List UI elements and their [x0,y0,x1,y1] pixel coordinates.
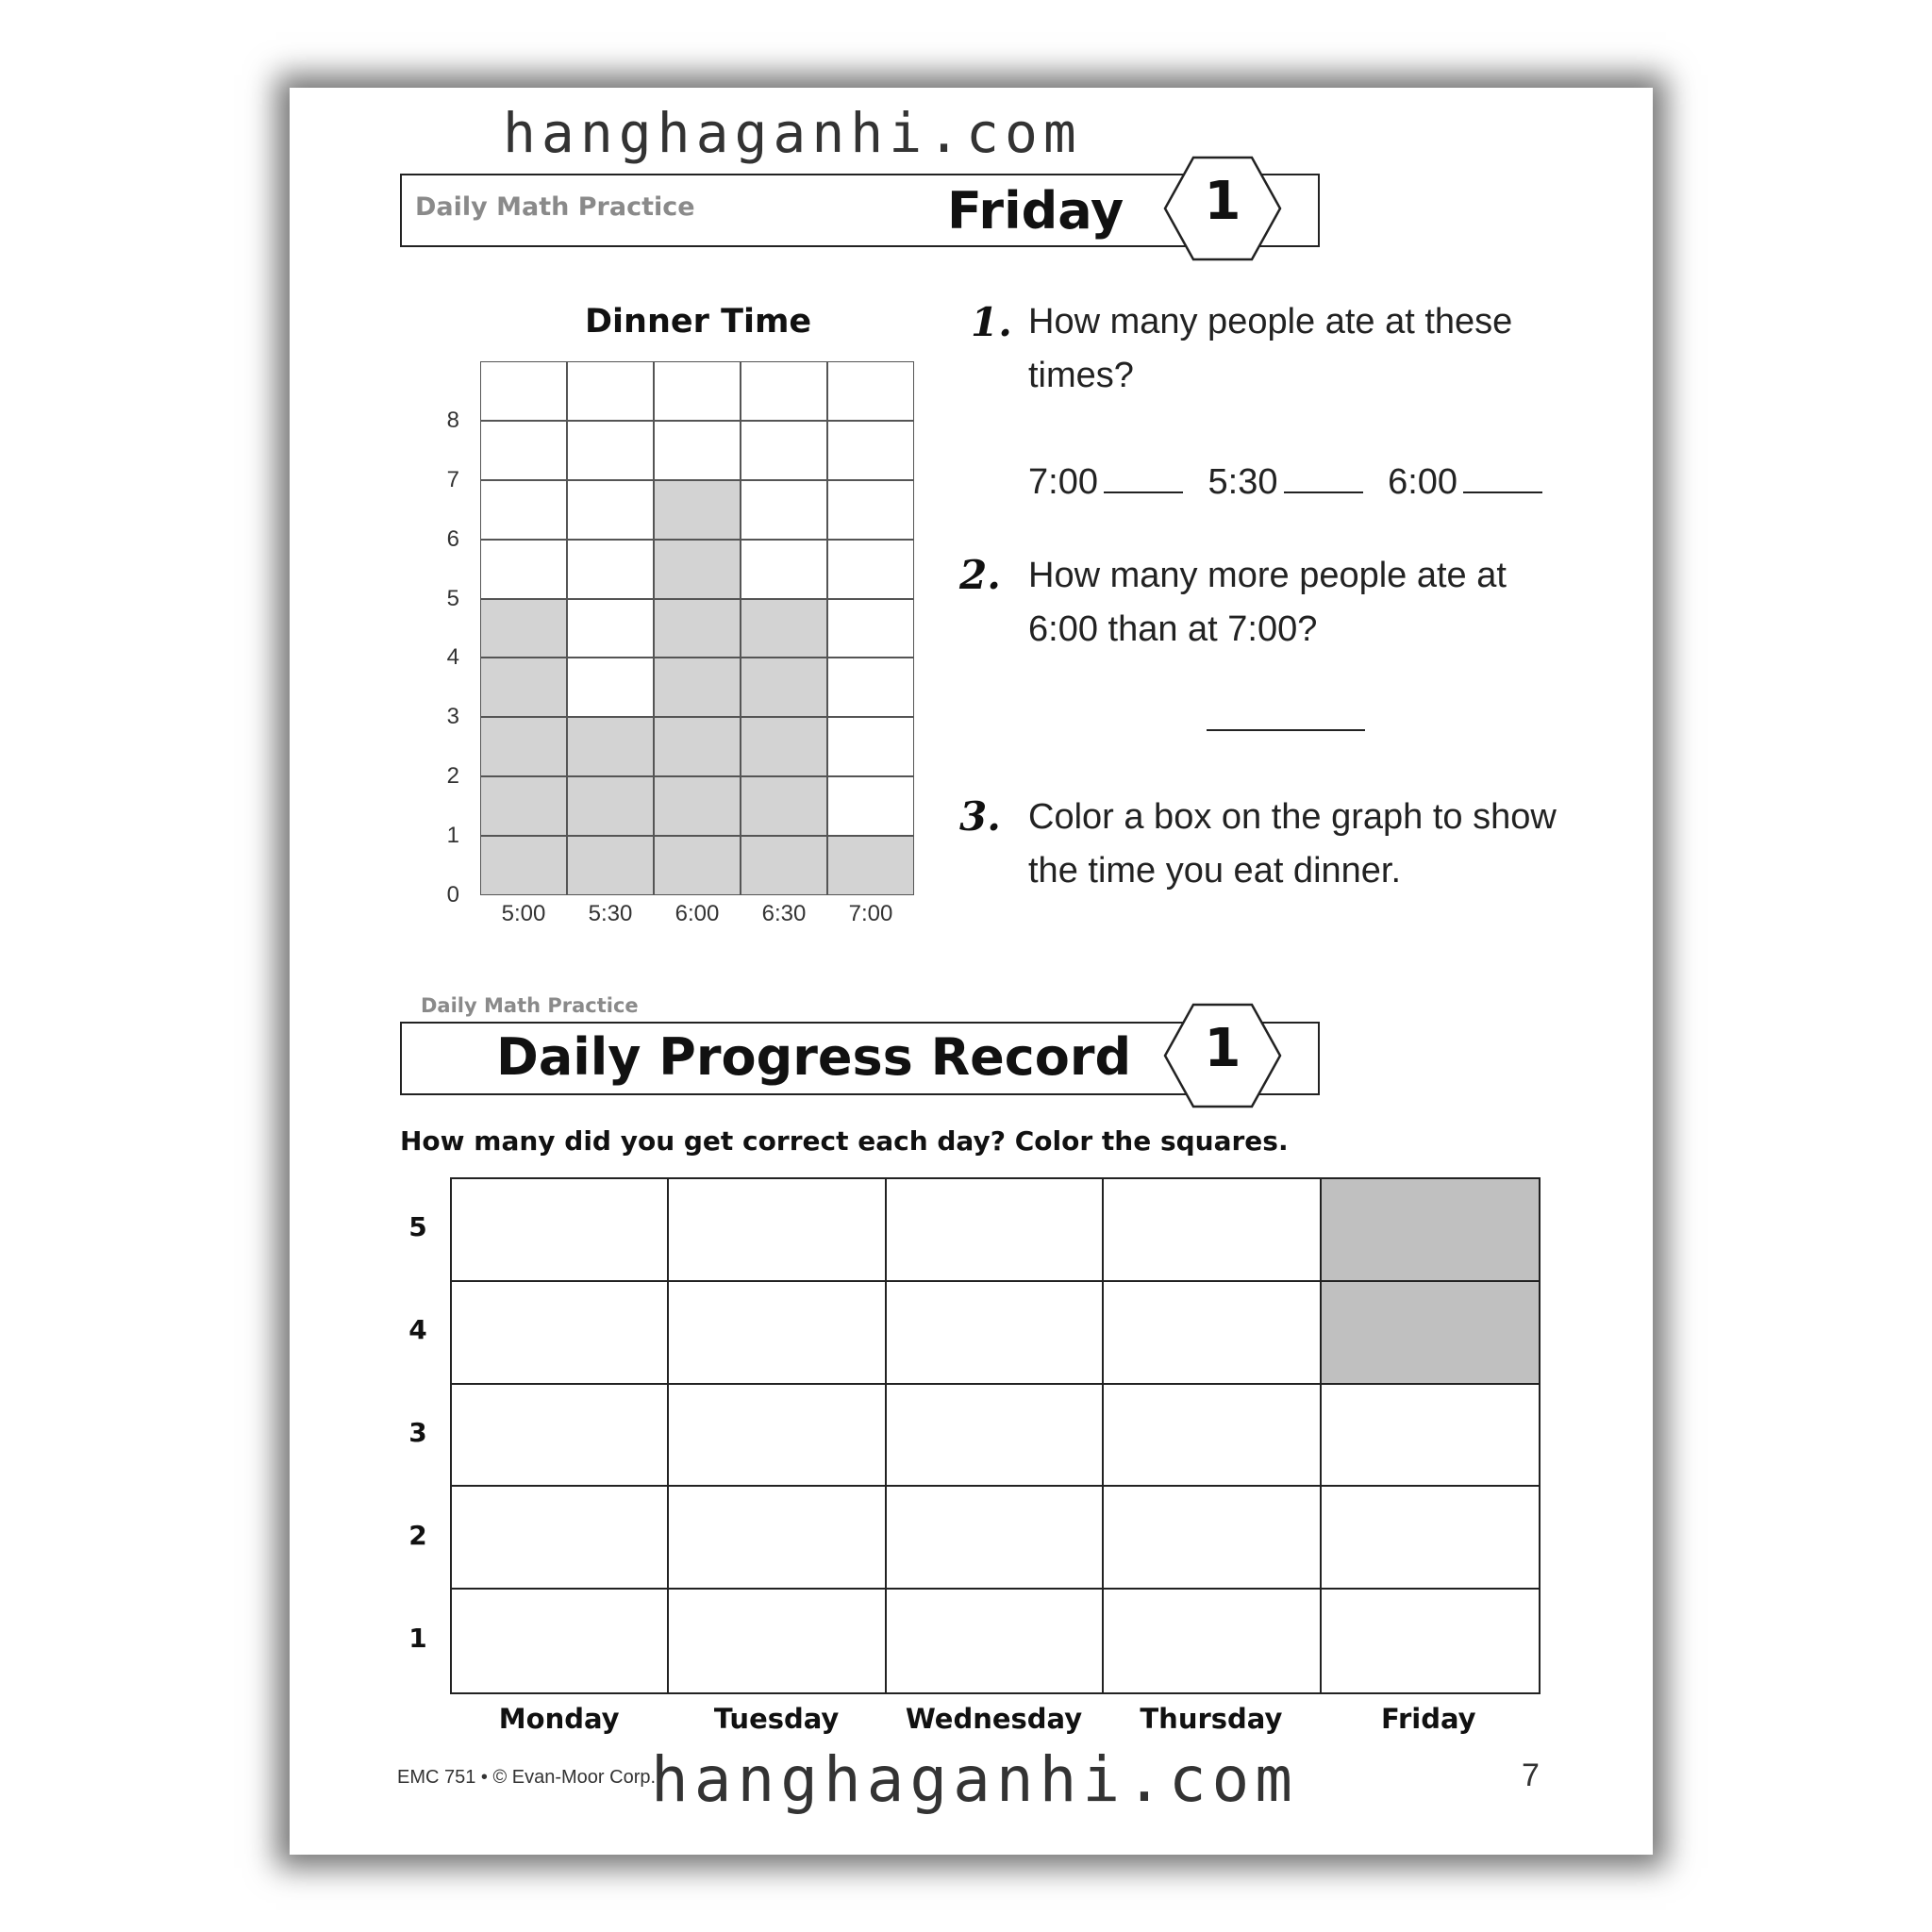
x-tick-label: 6:30 [761,901,807,926]
progress-row-labels [404,1177,441,1694]
progress-day-label: Tuesday [713,1703,840,1735]
progress-title: Daily Progress Record [496,1027,1132,1087]
y-tick-label: 1 [446,823,459,849]
chart-cell[interactable] [567,421,654,480]
chart-cell[interactable] [654,421,741,480]
progress-cell[interactable] [1322,1282,1539,1385]
progress-cell[interactable] [887,1179,1104,1282]
progress-cell[interactable] [669,1385,886,1488]
chart-cell[interactable] [741,658,827,717]
answer-label-530: 5:30 [1208,462,1278,502]
progress-day-label: Friday [1381,1703,1476,1735]
chart-cell[interactable] [480,717,567,776]
chart-cell[interactable] [567,836,654,895]
question-3-text [1028,791,1557,898]
chart-cell[interactable] [480,658,567,717]
chart-cell[interactable] [654,776,741,836]
question-1-answers [1028,456,1548,509]
chart-cell[interactable] [480,836,567,895]
chart-cell[interactable] [827,421,914,480]
progress-cell[interactable] [1104,1282,1321,1385]
chart-cell[interactable] [654,836,741,895]
chart-cell[interactable] [741,480,827,540]
question-1-number: 1. [971,299,1012,345]
progress-cell[interactable] [887,1282,1104,1385]
progress-row-label: 3 [408,1417,427,1448]
y-tick-label: 8 [446,407,459,433]
chart-cell[interactable] [480,361,567,421]
answer-blank-530[interactable] [1284,491,1363,493]
progress-cell[interactable] [669,1590,886,1692]
week-hexagon [1163,156,1282,261]
progress-cell[interactable] [452,1487,669,1590]
chart-cell[interactable] [827,599,914,658]
y-tick-label: 6 [446,525,459,552]
progress-cell[interactable] [452,1385,669,1488]
answer-label-600: 6:00 [1388,462,1458,502]
week-number: 1 [1204,171,1241,232]
chart-cell[interactable] [741,836,827,895]
progress-cell[interactable] [1322,1385,1539,1488]
y-tick-label: 4 [446,644,459,671]
progress-week-hexagon [1163,1003,1282,1108]
question-1-line-1: How many people ate at these [1028,302,1513,341]
dinner-time-chart [480,361,914,895]
chart-cell[interactable] [654,361,741,421]
chart-cell[interactable] [827,776,914,836]
chart-cell[interactable] [480,540,567,599]
chart-cell[interactable] [480,599,567,658]
questions-panel [959,295,1620,1003]
progress-cell[interactable] [669,1487,886,1590]
progress-day-label: Monday [498,1703,620,1735]
chart-cell[interactable] [741,776,827,836]
x-tick-label: 5:00 [501,901,546,926]
chart-y-axis [431,361,469,927]
progress-cell[interactable] [1104,1385,1321,1488]
chart-cell[interactable] [567,658,654,717]
question-1-line-2: times? [1028,356,1134,395]
question-3-number: 3. [959,793,1001,840]
y-tick-label: 0 [446,882,459,908]
progress-cell[interactable] [1322,1590,1539,1692]
worksheet-page [290,88,1653,1855]
chart-cell[interactable] [654,480,741,540]
x-tick-label: 6:00 [675,901,720,926]
chart-cell[interactable] [654,717,741,776]
x-tick-label: 7:00 [848,901,893,926]
answer-label-700: 7:00 [1028,462,1098,502]
progress-cell[interactable] [669,1179,886,1282]
progress-cell[interactable] [1104,1487,1321,1590]
chart-cell[interactable] [567,776,654,836]
chart-cell[interactable] [741,599,827,658]
watermark-bottom: hanghaganhi.com [651,1743,1299,1816]
chart-cell[interactable] [827,717,914,776]
chart-cell[interactable] [741,540,827,599]
question-2-number: 2. [959,552,1001,598]
question-3-line-2: the time you eat dinner. [1028,851,1402,891]
question-3-line-1: Color a box on the graph to show [1028,797,1557,837]
progress-cell[interactable] [887,1487,1104,1590]
chart-title: Dinner Time [585,303,812,341]
chart-cell[interactable] [567,599,654,658]
progress-cell[interactable] [669,1282,886,1385]
progress-cell[interactable] [452,1590,669,1692]
progress-row-label: 5 [408,1211,427,1243]
chart-cell[interactable] [567,717,654,776]
progress-cell[interactable] [887,1590,1104,1692]
progress-cell[interactable] [1104,1179,1321,1282]
progress-grid [450,1177,1541,1694]
chart-cell[interactable] [654,599,741,658]
header-brand: Daily Math Practice [415,192,695,222]
chart-cell[interactable] [827,658,914,717]
chart-cell[interactable] [741,717,827,776]
progress-cell[interactable] [1104,1590,1321,1692]
chart-x-axis [480,901,914,939]
chart-cell[interactable] [567,480,654,540]
chart-cell[interactable] [827,361,914,421]
footer-copyright: EMC 751 • © Evan-Moor Corp. [397,1767,657,1788]
answer-blank-600[interactable] [1463,491,1542,493]
y-tick-label: 5 [446,585,459,611]
progress-row-label: 1 [408,1622,427,1654]
progress-instruction: How many did you get correct each day? Color the squares. [400,1125,1289,1157]
chart-cell[interactable] [480,776,567,836]
progress-day-label: Wednesday [905,1703,1083,1735]
progress-cell[interactable] [1322,1487,1539,1590]
chart-cell[interactable] [741,361,827,421]
chart-cell[interactable] [654,540,741,599]
question-1-text [1028,295,1512,403]
question-2-text [1028,549,1507,657]
chart-cell[interactable] [480,421,567,480]
chart-cell[interactable] [827,540,914,599]
progress-row-label: 4 [408,1314,427,1346]
question-2-line-1: How many more people ate at [1028,556,1507,595]
progress-row-label: 2 [408,1519,427,1551]
header-day: Friday [947,181,1124,241]
progress-brand: Daily Math Practice [421,994,639,1017]
progress-cell[interactable] [452,1179,669,1282]
progress-cell[interactable] [452,1282,669,1385]
question-2-line-2: 6:00 than at 7:00? [1028,609,1318,649]
page-number: 7 [1522,1757,1540,1793]
question-2-answer-blank[interactable] [1207,729,1365,731]
progress-day-label: Thursday [1140,1703,1283,1735]
chart-cell[interactable] [827,480,914,540]
chart-cell[interactable] [741,421,827,480]
progress-cell[interactable] [887,1385,1104,1488]
y-tick-label: 3 [446,704,459,730]
y-tick-label: 2 [446,763,459,790]
y-tick-label: 7 [446,466,459,492]
chart-cell[interactable] [480,480,567,540]
chart-cell[interactable] [567,540,654,599]
answer-blank-700[interactable] [1104,491,1183,493]
progress-day-labels [450,1703,1541,1744]
chart-cell[interactable] [654,658,741,717]
x-tick-label: 5:30 [588,901,633,926]
chart-cell[interactable] [567,361,654,421]
watermark-top: hanghaganhi.com [503,101,1082,165]
chart-cell[interactable] [827,836,914,895]
progress-cell[interactable] [1322,1179,1539,1282]
progress-week-number: 1 [1204,1018,1241,1079]
